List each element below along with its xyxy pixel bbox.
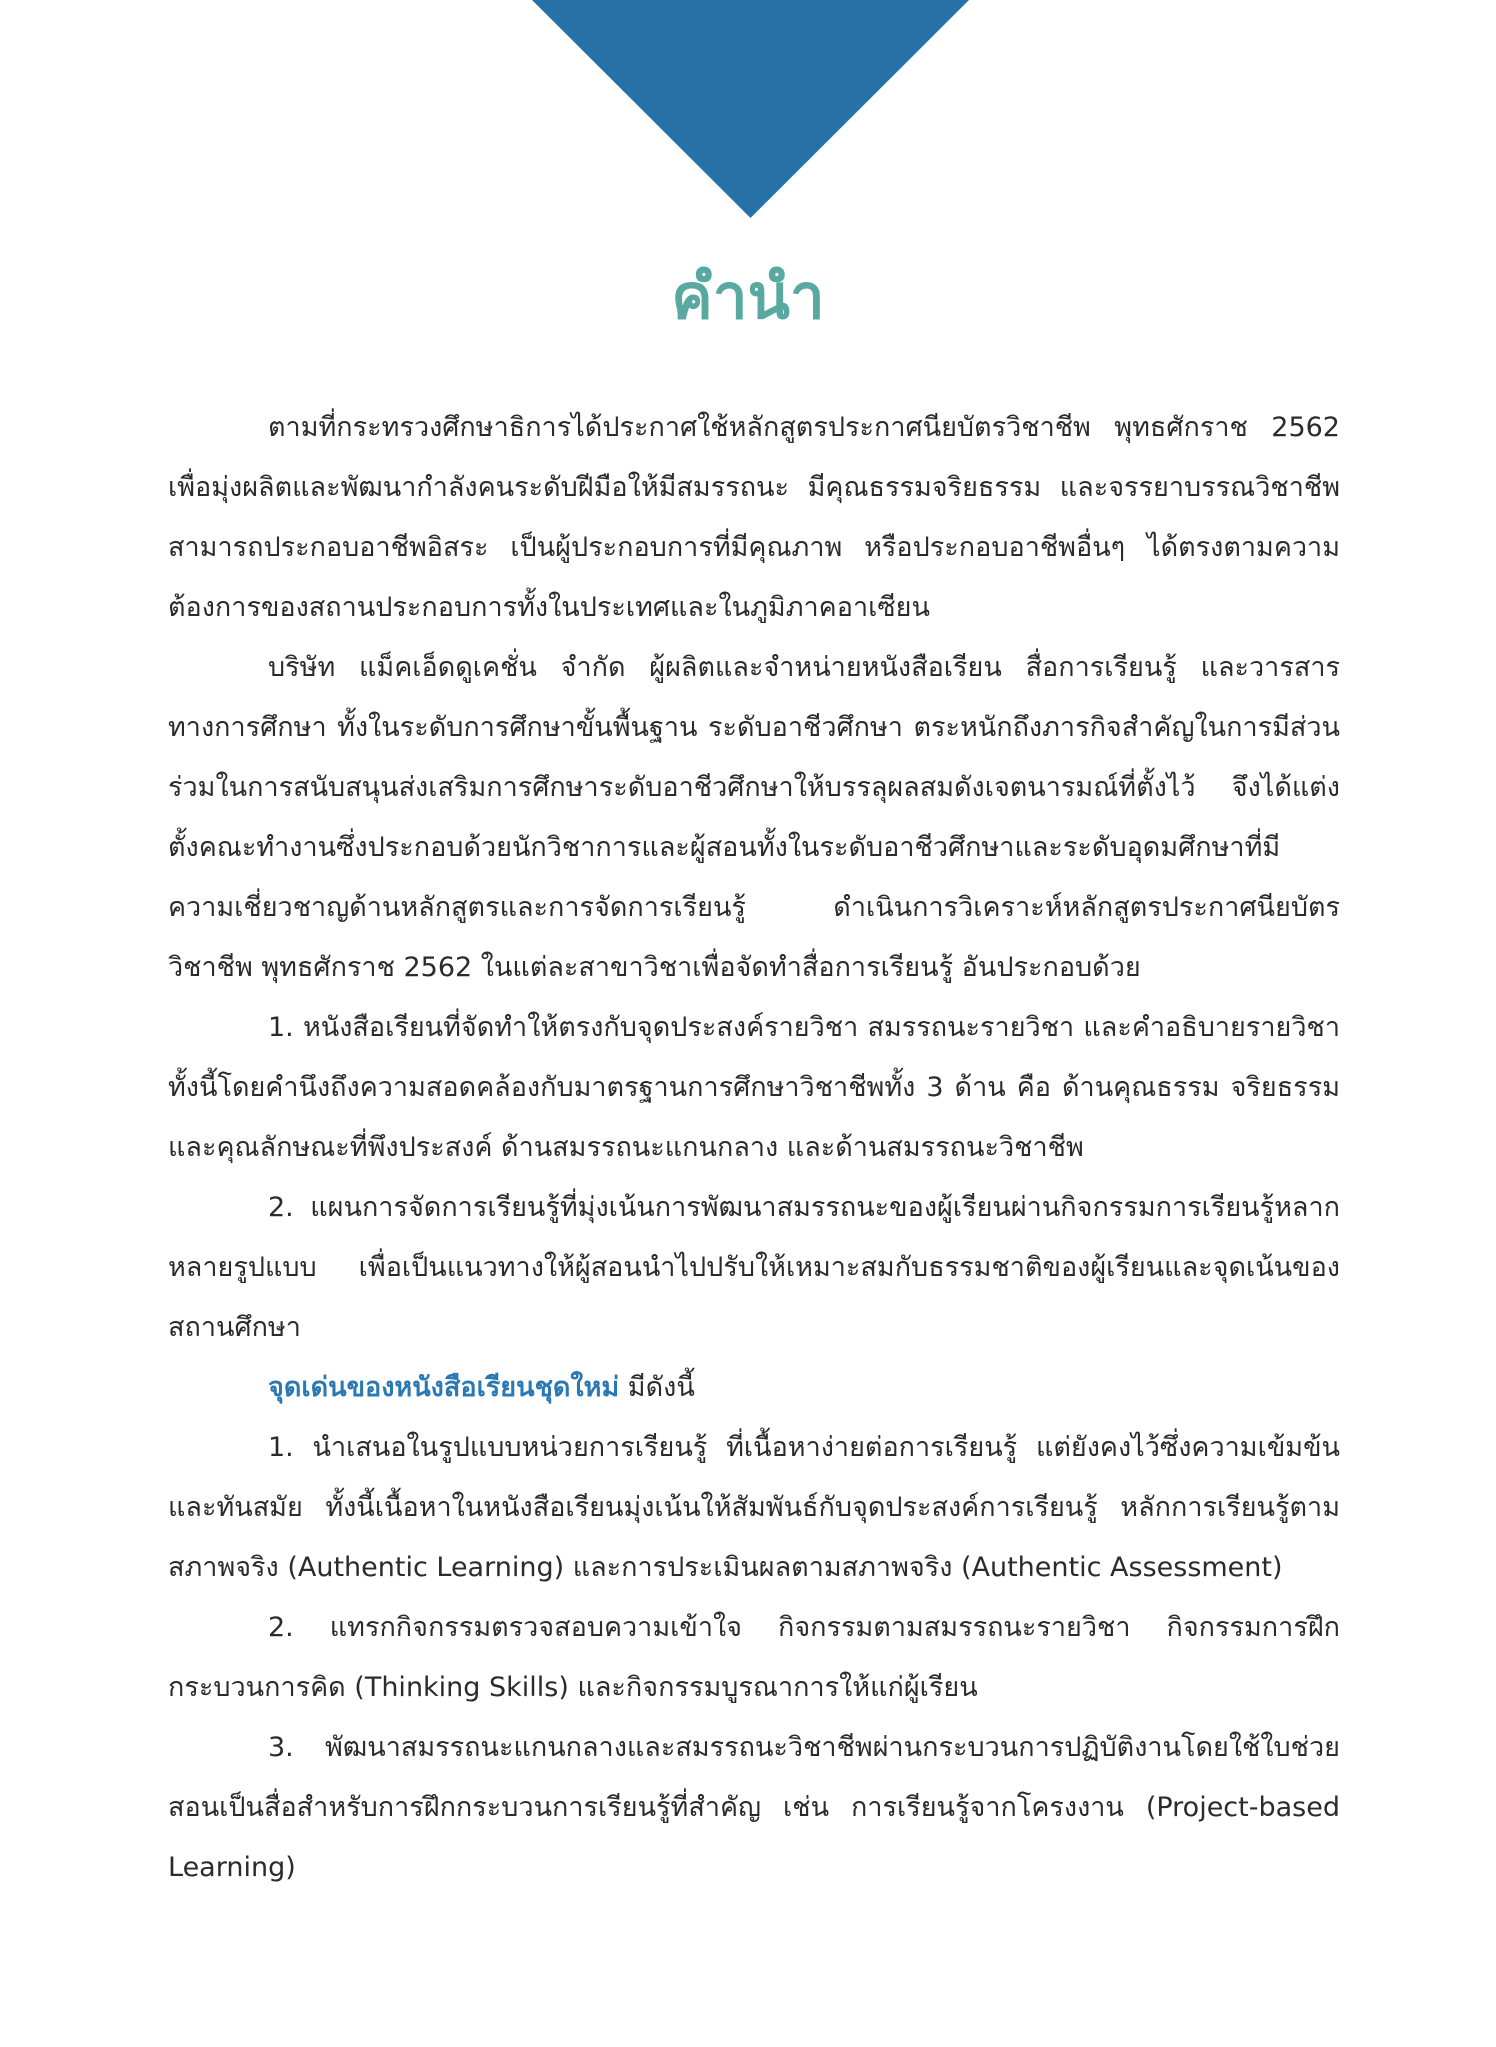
intro-paragraph-1: ตามที่กระทรวงศึกษาธิการได้ประกาศใช้หลักสูตรประกาศนียบัตรวิชาชีพ พุทธศักราช 2562 เพื่อมุ่งผลิตและพัฒนากำลังคนระดับฝีมือให้มีสมรรถนะ มีคุณธรรมจริยธรรม และจรรยาบรรณวิชาชีพ สามารถประกอบอาชีพอิสระ เป็นผู้ประกอบการที่มีคุณภาพ หรือประกอบอาชีพอื่นๆ ได้ตรงตามความต้องการของสถานประกอบการทั้งในประเทศและในภูมิภาคอาเซียน: [168, 412, 1340, 623]
intro-paragraph-2: บริษัท แม็คเอ็ดดูเคชั่น จำกัด ผู้ผลิตและจำหน่ายหนังสือเรียน สื่อการเรียนรู้ และวารสารทางการศึกษา ทั้งในระดับการศึกษาขั้นพื้นฐาน ระดับอาชีวศึกษา ตระหนักถึงภารกิจสำคัญในการมีส่วนร่วมในการสนับสนุนส่งเสริมการศึกษาระดับอาชีวศึกษาให้บรรลุผลสมดังเจตนารมณ์ที่ตั้งไว้ จึงได้แต่งตั้งคณะทำงานซึ่งประกอบด้วยนักวิชาการและผู้สอนทั้งในระดับอาชีวศึกษาและระดับอุดมศึกษาที่มีความเชี่ยวชาญด้านหลักสูตรและการจัดการเรียนรู้ ดำเนินการวิเคราะห์หลักสูตรประกาศนียบัตรวิชาชีพ พุทธศักราช 2562 ในแต่ละสาขาวิชาเพื่อจัดทำสื่อการเรียนรู้ อันประกอบด้วย: [168, 652, 1340, 983]
highlight-paragraph-3: 3. พัฒนาสมรรถนะแกนกลางและสมรรถนะวิชาชีพผ่านกระบวนการปฏิบัติงานโดยใช้ใบช่วยสอนเป็นสื่อสำหรับการฝึกกระบวนการเรียนรู้ที่สำคัญ เช่น การเรียนรู้จากโครงงาน (Project-based Learning): [168, 1732, 1340, 1883]
highlight-paragraph-2: 2. แทรกกิจกรรมตรวจสอบความเข้าใจ กิจกรรมตามสมรรถนะรายวิชา กิจกรรมการฝึกกระบวนการคิด (Thinking Skills) และกิจกรรมบูรณาการให้แก่ผู้เรียน: [168, 1612, 1340, 1703]
page-title: คำนำ: [671, 260, 825, 333]
highlights-heading-line: [168, 1358, 1340, 1418]
preface-body: [168, 398, 1340, 1898]
intro-paragraph-3: 1. หนังสือเรียนที่จัดทำให้ตรงกับจุดประสงค์รายวิชา สมรรถนะรายวิชา และคำอธิบายรายวิชา ทั้งนี้โดยคำนึงถึงความสอดคล้องกับมาตรฐานการศึกษาวิชาชีพทั้ง 3 ด้าน คือ ด้านคุณธรรม จริยธรรมและคุณลักษณะที่พึงประสงค์ ด้านสมรรถนะแกนกลาง และด้านสมรรถนะวิชาชีพ: [168, 1012, 1340, 1163]
highlights-heading-suffix: มีดังนี้: [619, 1372, 695, 1403]
highlight-paragraph-1: 1. นำเสนอในรูปแบบหน่วยการเรียนรู้ ที่เนื้อหาง่ายต่อการเรียนรู้ แต่ยังคงไว้ซึ่งความเข้มข้นและทันสมัย ทั้งนี้เนื้อหาในหนังสือเรียนมุ่งเน้นให้สัมพันธ์กับจุดประสงค์การเรียนรู้ หลักการเรียนรู้ตามสภาพจริง (Authentic Learning) และการประเมินผลตามสภาพจริง (Authentic Assessment): [168, 1432, 1340, 1583]
header-triangle-decoration: [532, 0, 969, 218]
highlights-heading: จุดเด่นของหนังสือเรียนชุดใหม่: [268, 1372, 620, 1403]
intro-paragraph-4: 2. แผนการจัดการเรียนรู้ที่มุ่งเน้นการพัฒนาสมรรถนะของผู้เรียนผ่านกิจกรรมการเรียนรู้หลากหลายรูปแบบ เพื่อเป็นแนวทางให้ผู้สอนนำไปปรับให้เหมาะสมกับธรรมชาติของผู้เรียนและจุดเน้นของสถานศึกษา: [168, 1192, 1340, 1343]
